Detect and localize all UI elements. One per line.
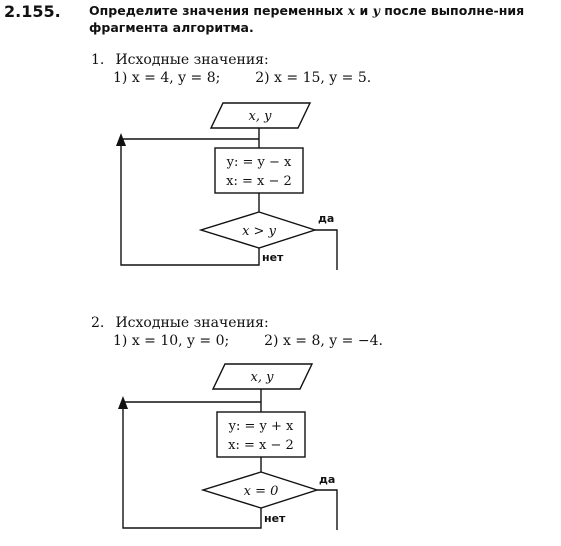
flowchart-2-yes-label: да <box>319 473 336 486</box>
flowchart-1-io-text: x, y <box>248 109 272 124</box>
flowchart-2-op-2: x: = x − 2 <box>228 438 294 453</box>
flowchart-1 <box>116 103 337 270</box>
section-1-heading-text: Исходные значения: <box>115 52 269 68</box>
flowchart-2-op-1: y: = y + x <box>228 419 294 434</box>
flowchart-2 <box>118 364 337 530</box>
task-var-y: y <box>372 3 380 18</box>
section-2-case-2: 2) x = 8, y = −4. <box>264 333 383 349</box>
section-2-case-1: 1) x = 10, y = 0; <box>113 333 230 349</box>
section-2-heading-text: Исходные значения: <box>115 315 269 331</box>
flowchart-1-op-1: y: = y − x <box>226 155 292 170</box>
task-text-a: Определите значения переменных <box>89 3 344 18</box>
task-var-x: x <box>347 3 356 18</box>
flowchart-1-no-label: нет <box>262 251 284 264</box>
task-text-b: после выполне-ния фрагмента алгоритма. <box>89 3 525 35</box>
section-1-case-1: 1) x = 4, y = 8; <box>113 70 221 86</box>
section-1-number: 1. <box>91 52 105 68</box>
flowchart-2-io-text: x, y <box>250 370 274 385</box>
section-1-case-2: 2) x = 15, y = 5. <box>255 70 372 86</box>
flowchart-1-cond: x > y <box>242 224 276 239</box>
section-2-number: 2. <box>91 315 105 331</box>
flowchart-1-yes-branch <box>315 230 337 270</box>
task-number: 2.155. <box>4 2 61 21</box>
flowchart-2-cond: x = 0 <box>243 484 279 499</box>
flowchart-2-no-label: нет <box>264 512 286 525</box>
flowchart-1-yes-label: да <box>318 212 335 225</box>
flowchart-1-op-2: x: = x − 2 <box>226 174 292 189</box>
flowchart-2-yes-branch <box>317 490 337 530</box>
task-text-and: и <box>359 3 369 18</box>
